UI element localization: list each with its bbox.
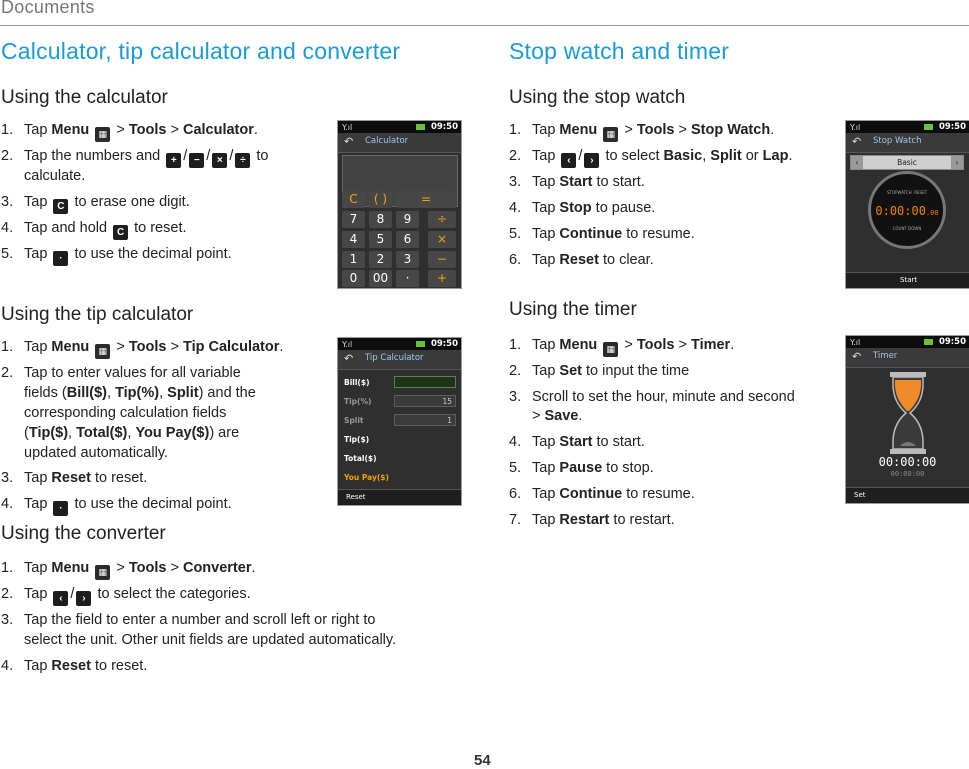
stopwatch-heading: Using the stop watch [509, 87, 686, 108]
tip-calculator-screenshot: Y.ıl 09:50 ↶ Tip Calculator Bill($) Tip(%) 15 Split 1 Tip($) Total($) You Pay($) Reset [337, 337, 462, 506]
tip-heading: Using the tip calculator [1, 304, 194, 325]
calc-key: = [396, 191, 456, 208]
times-icon: × [212, 153, 227, 168]
calc-key: 1 [342, 251, 365, 268]
header-title: Documents [1, 0, 95, 17]
left-arrow-icon: ‹ [53, 591, 68, 606]
calc-key: 2 [369, 251, 392, 268]
back-icon: ↶ [852, 135, 862, 148]
menu-icon: ▦ [95, 344, 110, 359]
calc-key: × [428, 231, 456, 248]
calc-key: 3 [396, 251, 419, 268]
calc-key: 8 [369, 211, 392, 228]
calc-key: · [396, 270, 419, 287]
left-arrow-icon: ‹ [561, 153, 576, 168]
right-section-title: Stop watch and timer [509, 38, 730, 64]
calc-key: 4 [342, 231, 365, 248]
timer-heading: Using the timer [509, 299, 637, 320]
calc-key: 6 [396, 231, 419, 248]
calc-key: 00 [369, 270, 392, 287]
calc-key: 5 [369, 231, 392, 248]
clear-key-icon: C [113, 225, 128, 240]
decimal-key-icon: · [53, 501, 68, 516]
minus-icon: − [189, 153, 204, 168]
converter-heading: Using the converter [1, 523, 166, 544]
back-icon: ↶ [344, 352, 354, 365]
page-header [0, 0, 969, 26]
calc-key: 0 [342, 270, 365, 287]
back-icon: ↶ [852, 350, 862, 363]
decimal-key-icon: · [53, 251, 68, 266]
calc-key: + [428, 270, 456, 287]
calc-key: ( ) [369, 191, 392, 208]
calc-key: 7 [342, 211, 365, 228]
clear-key-icon: C [53, 199, 68, 214]
page-number: 54 [474, 752, 491, 769]
menu-icon: ▦ [603, 342, 618, 357]
calc-key: ÷ [428, 211, 456, 228]
menu-icon: ▦ [95, 127, 110, 142]
back-icon: ↶ [344, 135, 354, 148]
menu-icon: ▦ [95, 565, 110, 580]
stopwatch-screenshot: Y.ıl 09:50 ↶ Stop Watch ‹ Basic › STOPWATCH RESET 0:00:00.00 COUNT DOWN Start [845, 120, 969, 289]
divide-icon: ÷ [235, 153, 250, 168]
calculator-heading: Using the calculator [1, 87, 168, 108]
right-arrow-icon: › [584, 153, 599, 168]
stopwatch-dial: STOPWATCH RESET 0:00:00.00 COUNT DOWN [868, 171, 946, 249]
timer-screenshot: Y.ıl 09:50 ↶ Timer 00:00:00 00:00:00 Set [845, 335, 969, 504]
calculator-screenshot: Y.ıl 09:50 ↶ Calculator C ( ) = 7 8 9 ÷ 4 5 6 × 1 2 3 − 0 00 · + [337, 120, 462, 289]
calc-key: 9 [396, 211, 419, 228]
menu-icon: ▦ [603, 127, 618, 142]
left-section-title: Calculator, tip calculator and converter [1, 38, 401, 64]
plus-icon: + [166, 153, 181, 168]
calc-key: − [428, 251, 456, 268]
calc-key: C [342, 191, 365, 208]
right-arrow-icon: › [76, 591, 91, 606]
hourglass-icon [888, 372, 928, 454]
